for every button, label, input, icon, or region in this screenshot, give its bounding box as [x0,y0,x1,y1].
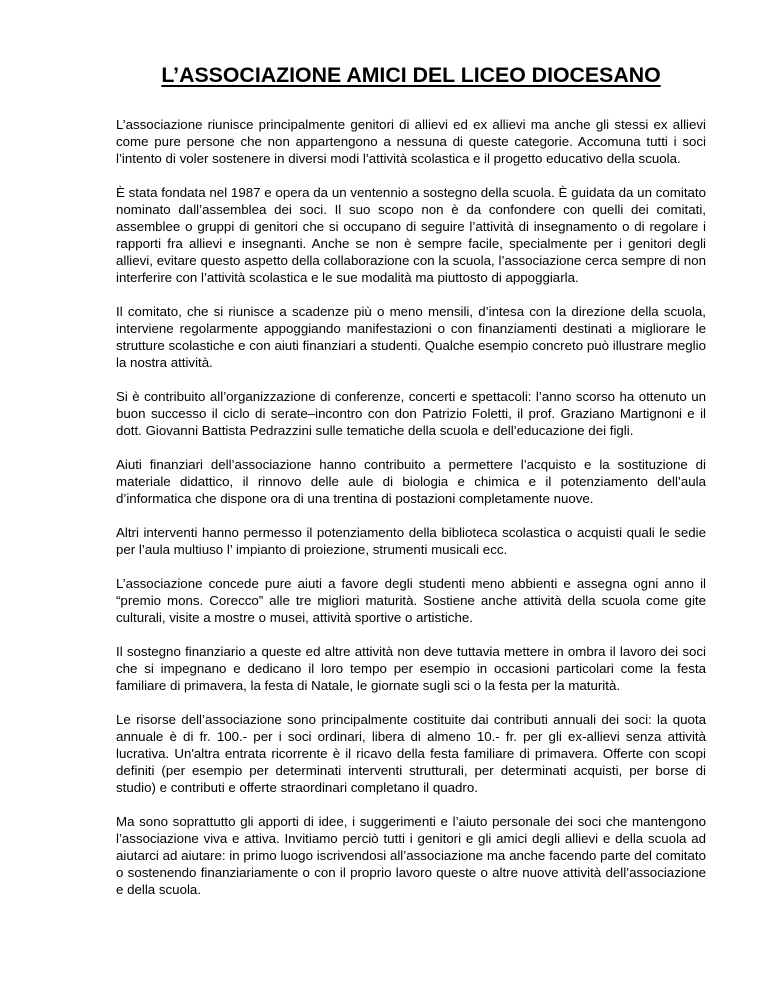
paragraph-committee: Il comitato, che si riunisce a scadenze più o meno mensili, d’intesa con la direzione della scuola, interviene regolarmente appoggiando manifestazioni o con finanziamenti destinati a migliorare le strutture scolastiche e con aiuti finanziari a studenti. Qualche esempio concreto può illustrare meglio la nostra attività. [116,304,706,370]
paragraph-financial-aid: Aiuti finanziari dell’associazione hanno contribuito a permettere l’acquisto e la sostituzione di materiale didattico, il rinnovo delle aule di biologia e chimica e il potenziamento dell’aula d’informatica che dispone ora di una trentina di postazioni completamente nuove. [116,457,706,506]
paragraph-foundation: È stata fondata nel 1987 e opera da un ventennio a sostegno della scuola. È guidata da un comitato nominato dall’assemblea dei soci. Il suo scopo non è da confondere con quelli dei comitati, assemblee o gruppi di genitori che si occupano di seguire l’attività di insegnamento o di regolare i rapporti fra allievi e insegnanti. Anche se non è sempre facile, specialmente per i genitori degli allievi, evitare questo aspetto della collaborazione con la scuola, l’associazione cerca sempre di non interferire con l’attività scolastica e le sue modalità ma piuttosto di appoggiarla. [116,185,706,285]
paragraph-student-aid: L’associazione concede pure aiuti a favore degli studenti meno abbienti e assegna ogni anno il “premio mons. Corecco” alle tre migliori maturità. Sostiene anche attività della scuola come gite culturali, visite a mostre o musei, attività sportive o artistiche. [116,576,706,625]
document-page [116,0,706,898]
paragraph-library: Altri interventi hanno permesso il potenziamento della biblioteca scolastica o acquisti quali le sedie per l’aula multiuso l’ impianto di proiezione, strumenti musicali ecc. [116,525,706,557]
document-body [116,116,706,898]
paragraph-invitation: Ma sono soprattutto gli apporti di idee, i suggerimenti e l’aiuto personale dei soci che mantengono l’associazione viva e attiva. Invitiamo perciò tutti i genitori e gli amici degli allievi e della scuola ad aiutarci ad aiutare: in primo luogo iscrivendosi all’associazione ma anche facendo parte del comitato o sostenendo finanziariamente o con il proprio lavoro queste o altre nuove attività dell’associazione e della scuola. [116,814,706,897]
paragraph-volunteer-work: Il sostegno finanziario a queste ed altre attività non deve tuttavia mettere in ombra il lavoro dei soci che si impegnano e dedicano il loro tempo per esempio in occasioni particolari come la festa familiare di primavera, la festa di Natale, le giornate sugli sci o la festa per la maturità. [116,644,706,693]
paragraph-resources: Le risorse dell’associazione sono principalmente costituite dai contributi annuali dei soci: la quota annuale è di fr. 100.- per i soci ordinari, libera di almeno 10.- fr. per gli ex-allievi senza attività lucrativa. Un'altra entrata ricorrente è il ricavo della festa familiare di primavera. Offerte con scopi definiti (per esempio per determinati interventi strutturali, per determinati acquisti, per borse di studio) e contributi e offerte straordinari completano il quadro. [116,712,706,795]
paragraph-intro: L’associazione riunisce principalmente genitori di allievi ed ex allievi ma anche gli stessi ex allievi come pure persone che non appartengono a nessuna di queste categorie. Accomuna tutti i soci l’intento di voler sostenere in diversi modi l’attività scolastica e il progetto educativo della scuola. [116,117,706,166]
paragraph-conferences: Si è contribuito all’organizzazione di conferenze, concerti e spettacoli: l’anno scorso ha ottenuto un buon successo il ciclo di serate–incontro con don Patrizio Foletti, il prof. Graziano Martignoni e il dott. Giovanni Battista Pedrazzini sulle tematiche della scuola e dell’educazione dei figli. [116,389,706,438]
page-title: L’ASSOCIAZIONE AMICI DEL LICEO DIOCESANO [161,63,661,87]
